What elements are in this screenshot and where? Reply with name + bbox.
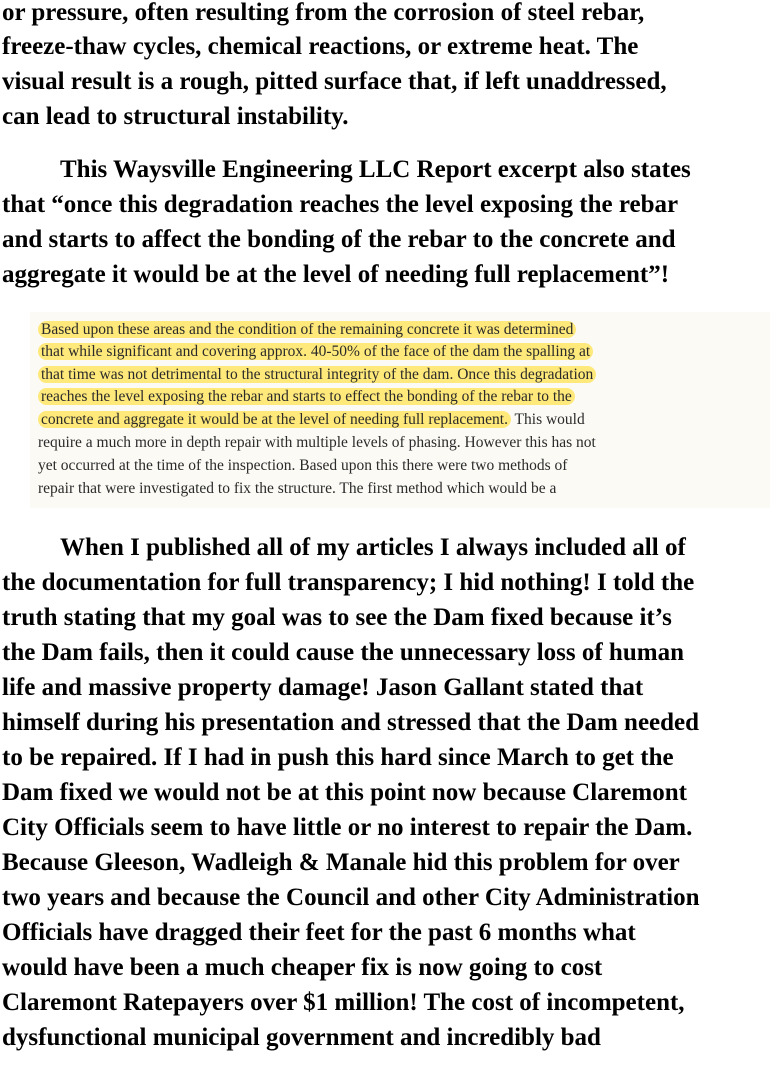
text-line: dysfunctional municipal government and incredibly bad [2,1024,601,1051]
highlight: concrete and aggregate it would be at the level of needing full replacement. [38,411,511,428]
excerpt-line [38,387,575,407]
text-line: life and massive property damage! Jason Gallant stated that [2,674,644,701]
text-line: himself during his presentation and stressed that the Dam needed [2,709,700,736]
text-line: Officials have dragged their feet for the past 6 months what [2,919,636,946]
excerpt-line: yet occurred at the time of the inspection. Based upon this there were two methods of [38,457,568,474]
text-line: Dam fixed we would not be at this point now because Claremont [2,779,687,806]
excerpt-line [38,320,576,340]
highlight: reaches the level exposing the rebar and starts to effect the bonding of the rebar to the [38,388,575,405]
report-excerpt-image [30,312,770,508]
excerpt-line: require a much more in depth repair with multiple levels of phasing. However this has not [38,434,596,451]
text-line: Because Gleeson, Wadleigh & Manale hid this problem for over [2,849,680,876]
text-line: visual result is a rough, pitted surface that, if left unaddressed, [2,68,667,95]
excerpt-line [38,365,596,385]
text-line: This Waysville Engineering LLC Report excerpt also states [60,156,691,183]
text-line: When I published all of my articles I always included all of [60,534,686,561]
text-line: and starts to affect the bonding of the rebar to the concrete and [2,226,676,253]
text-line: the documentation for full transparency; I hid nothing! I told the [2,569,695,596]
text-line: two years and because the Council and other City Administration [2,884,700,911]
text-line: or pressure, often resulting from the corrosion of steel rebar, [2,0,645,26]
text-line: freeze-thaw cycles, chemical reactions, or extreme heat. The [2,33,639,60]
highlight: that while significant and covering approx. 40-50% of the face of the dam the spalling at [38,343,593,360]
text-line: truth stating that my goal was to see the Dam fixed because it’s [2,604,672,631]
text-line: would have been a much cheaper fix is now going to cost [2,954,603,981]
highlight: that time was not detrimental to the structural integrity of the dam. Once this degradation [38,366,596,383]
highlight: Based upon these areas and the condition of the remaining concrete it was determined [38,321,576,338]
text-line: the Dam fails, then it could cause the unnecessary loss of human [2,639,684,666]
excerpt-text: This would [510,411,585,428]
text-line: that “once this degradation reaches the level exposing the rebar [2,191,679,218]
excerpt-line [38,410,585,430]
text-line: City Officials seem to have little or no interest to repair the Dam. [2,814,693,841]
text-line: Claremont Ratepayers over $1 million! The cost of incompetent, [2,989,685,1016]
text-line: can lead to structural instability. [2,103,349,130]
excerpt-line: repair that were investigated to fix the structure. The first method which would be a [38,480,557,497]
text-line: aggregate it would be at the level of needing full replacement”! [2,261,670,288]
excerpt-line [38,342,593,362]
text-line: to be repaired. If I had in push this hard since March to get the [2,744,674,771]
